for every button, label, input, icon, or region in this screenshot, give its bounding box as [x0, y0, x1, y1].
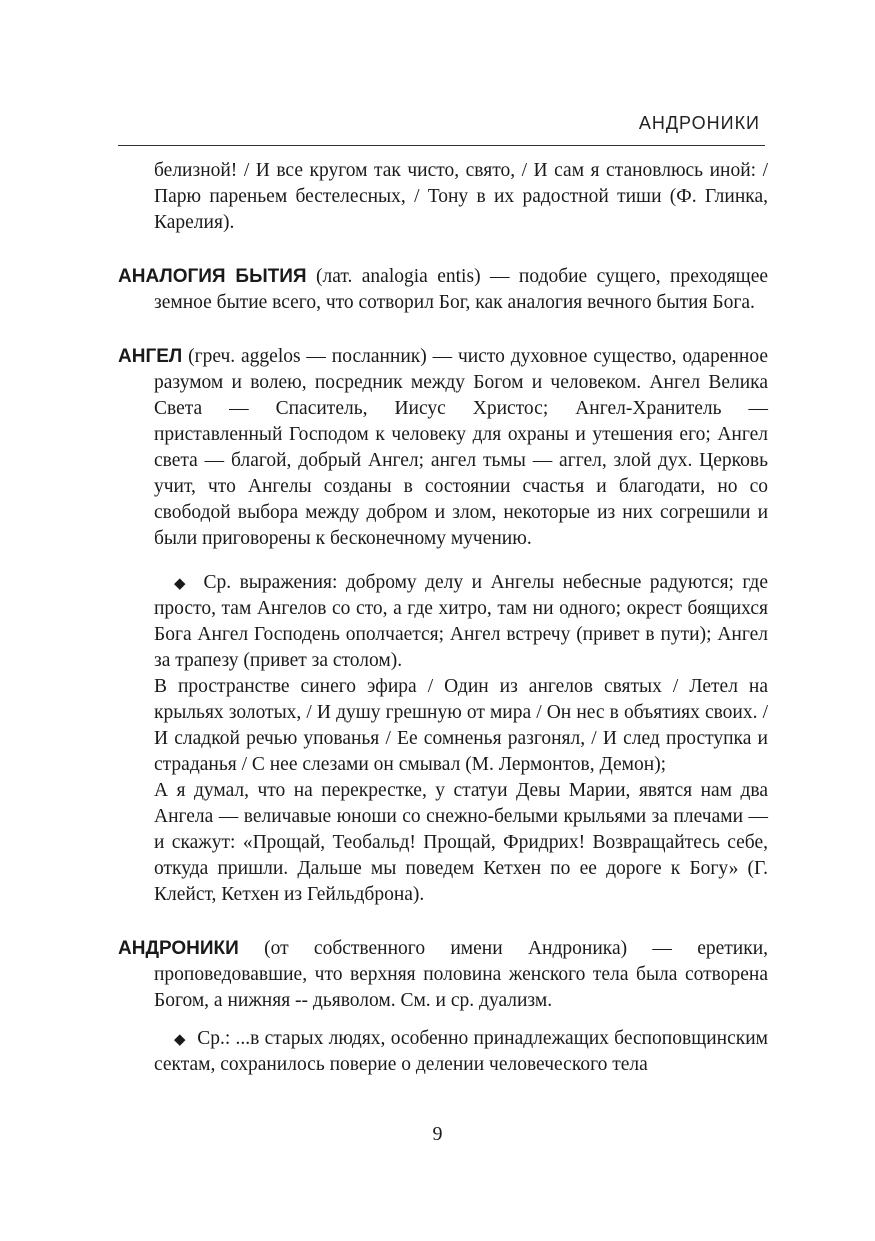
running-head: АНДРОНИКИ	[638, 113, 760, 133]
page-content	[118, 158, 768, 1078]
entry-angel	[118, 344, 768, 552]
entry-term: АНАЛОГИЯ БЫТИЯ	[118, 266, 307, 287]
examples-block	[118, 570, 768, 674]
quote-kleist: А я думал, что на перекрестке, у статуи Девы Марии, явятся нам два Ангела — величавые юноши со снежно-белыми крыльями за плечами — и скажут: «Прощай, Теобальд! Прощай, Фридрих! Возвращайтесь себе, откуда пришли. Дальше мы поведем Кетхен по ее дороге к Богу» (Г. Клейст, Кетхен из Гейльдброна).	[154, 780, 768, 905]
entry-definition: (лат. analogia entis) — подобие сущего, преходящее земное бытие всего, что сотворил Бог, как аналогия вечного бытия Бога.	[154, 266, 769, 313]
entry-definition: (от собственного имени Андроника) — еретики, проповедовавшие, что верхняя половина женского тела была сотворена Богом, а нижняя -- дьяволом. См. и ср. дуализм.	[154, 938, 769, 1011]
examples-text: Ср. выражения: доброму делу и Ангелы небесные радуются; где просто, там Ангелов со сто, а где хитро, там ни одного; окрест боящихся Бога Ангел Господень ополчается; Ангел встречу (привет в пути); Ангел за трапезу (привет за столом).	[154, 572, 769, 671]
header-rule	[118, 145, 765, 146]
entry-definition: (греч. aggelos — посланник) — чисто духовное существо, одаренное разумом и волею, посредник между Богом и человеком. Ангел Велика Света — Спаситель, Иисус Христос; Ангел-Хранитель — приставленный Господом к человеку для охраны и утешения его; Ангел света — благой, добрый Ангел; ангел тьмы — аггел, злой дух. Церковь учит, что Ангелы созданы в состоянии счастья и благодати, но со свободой выбора между добром и злом, некоторые из них согрешили и были приговорены к бесконечному мучению.	[154, 346, 769, 549]
diamond-bullet-icon: ◆	[174, 1030, 186, 1048]
continuation-text: белизной! / И все кругом так чисто, свято, / И сам я становлюсь иной: / Парю пареньем бестелесных, / Тону в их радостной тиши (Ф. Глинка, Карелия).	[154, 160, 768, 233]
entry-analogiya-bytiya	[118, 264, 768, 316]
quote-lermontov: В пространстве синего эфира / Один из ангелов святых / Летел на крыльях золотых, / И душу грешную от мира / Он нес в объятиях своих. / И сладкой речью упованья / Ее сомненья разгонял, / И след проступка и страданья / С нее слезами он смывал (М. Лермонтов, Демон);	[154, 676, 768, 775]
page-number: 9	[432, 1123, 443, 1145]
diamond-bullet-icon: ◆	[174, 574, 190, 592]
examples-text: Ср.: ...в старых людях, особенно принадлежащих беспоповщинским сектам, сохранилось поверие о делении человеческого тела	[154, 1028, 768, 1075]
entry-term: АНДРОНИКИ	[118, 938, 239, 959]
examples-block	[118, 1026, 768, 1078]
entry-androniki	[118, 936, 768, 1014]
entry-term: АНГЕЛ	[118, 346, 183, 367]
